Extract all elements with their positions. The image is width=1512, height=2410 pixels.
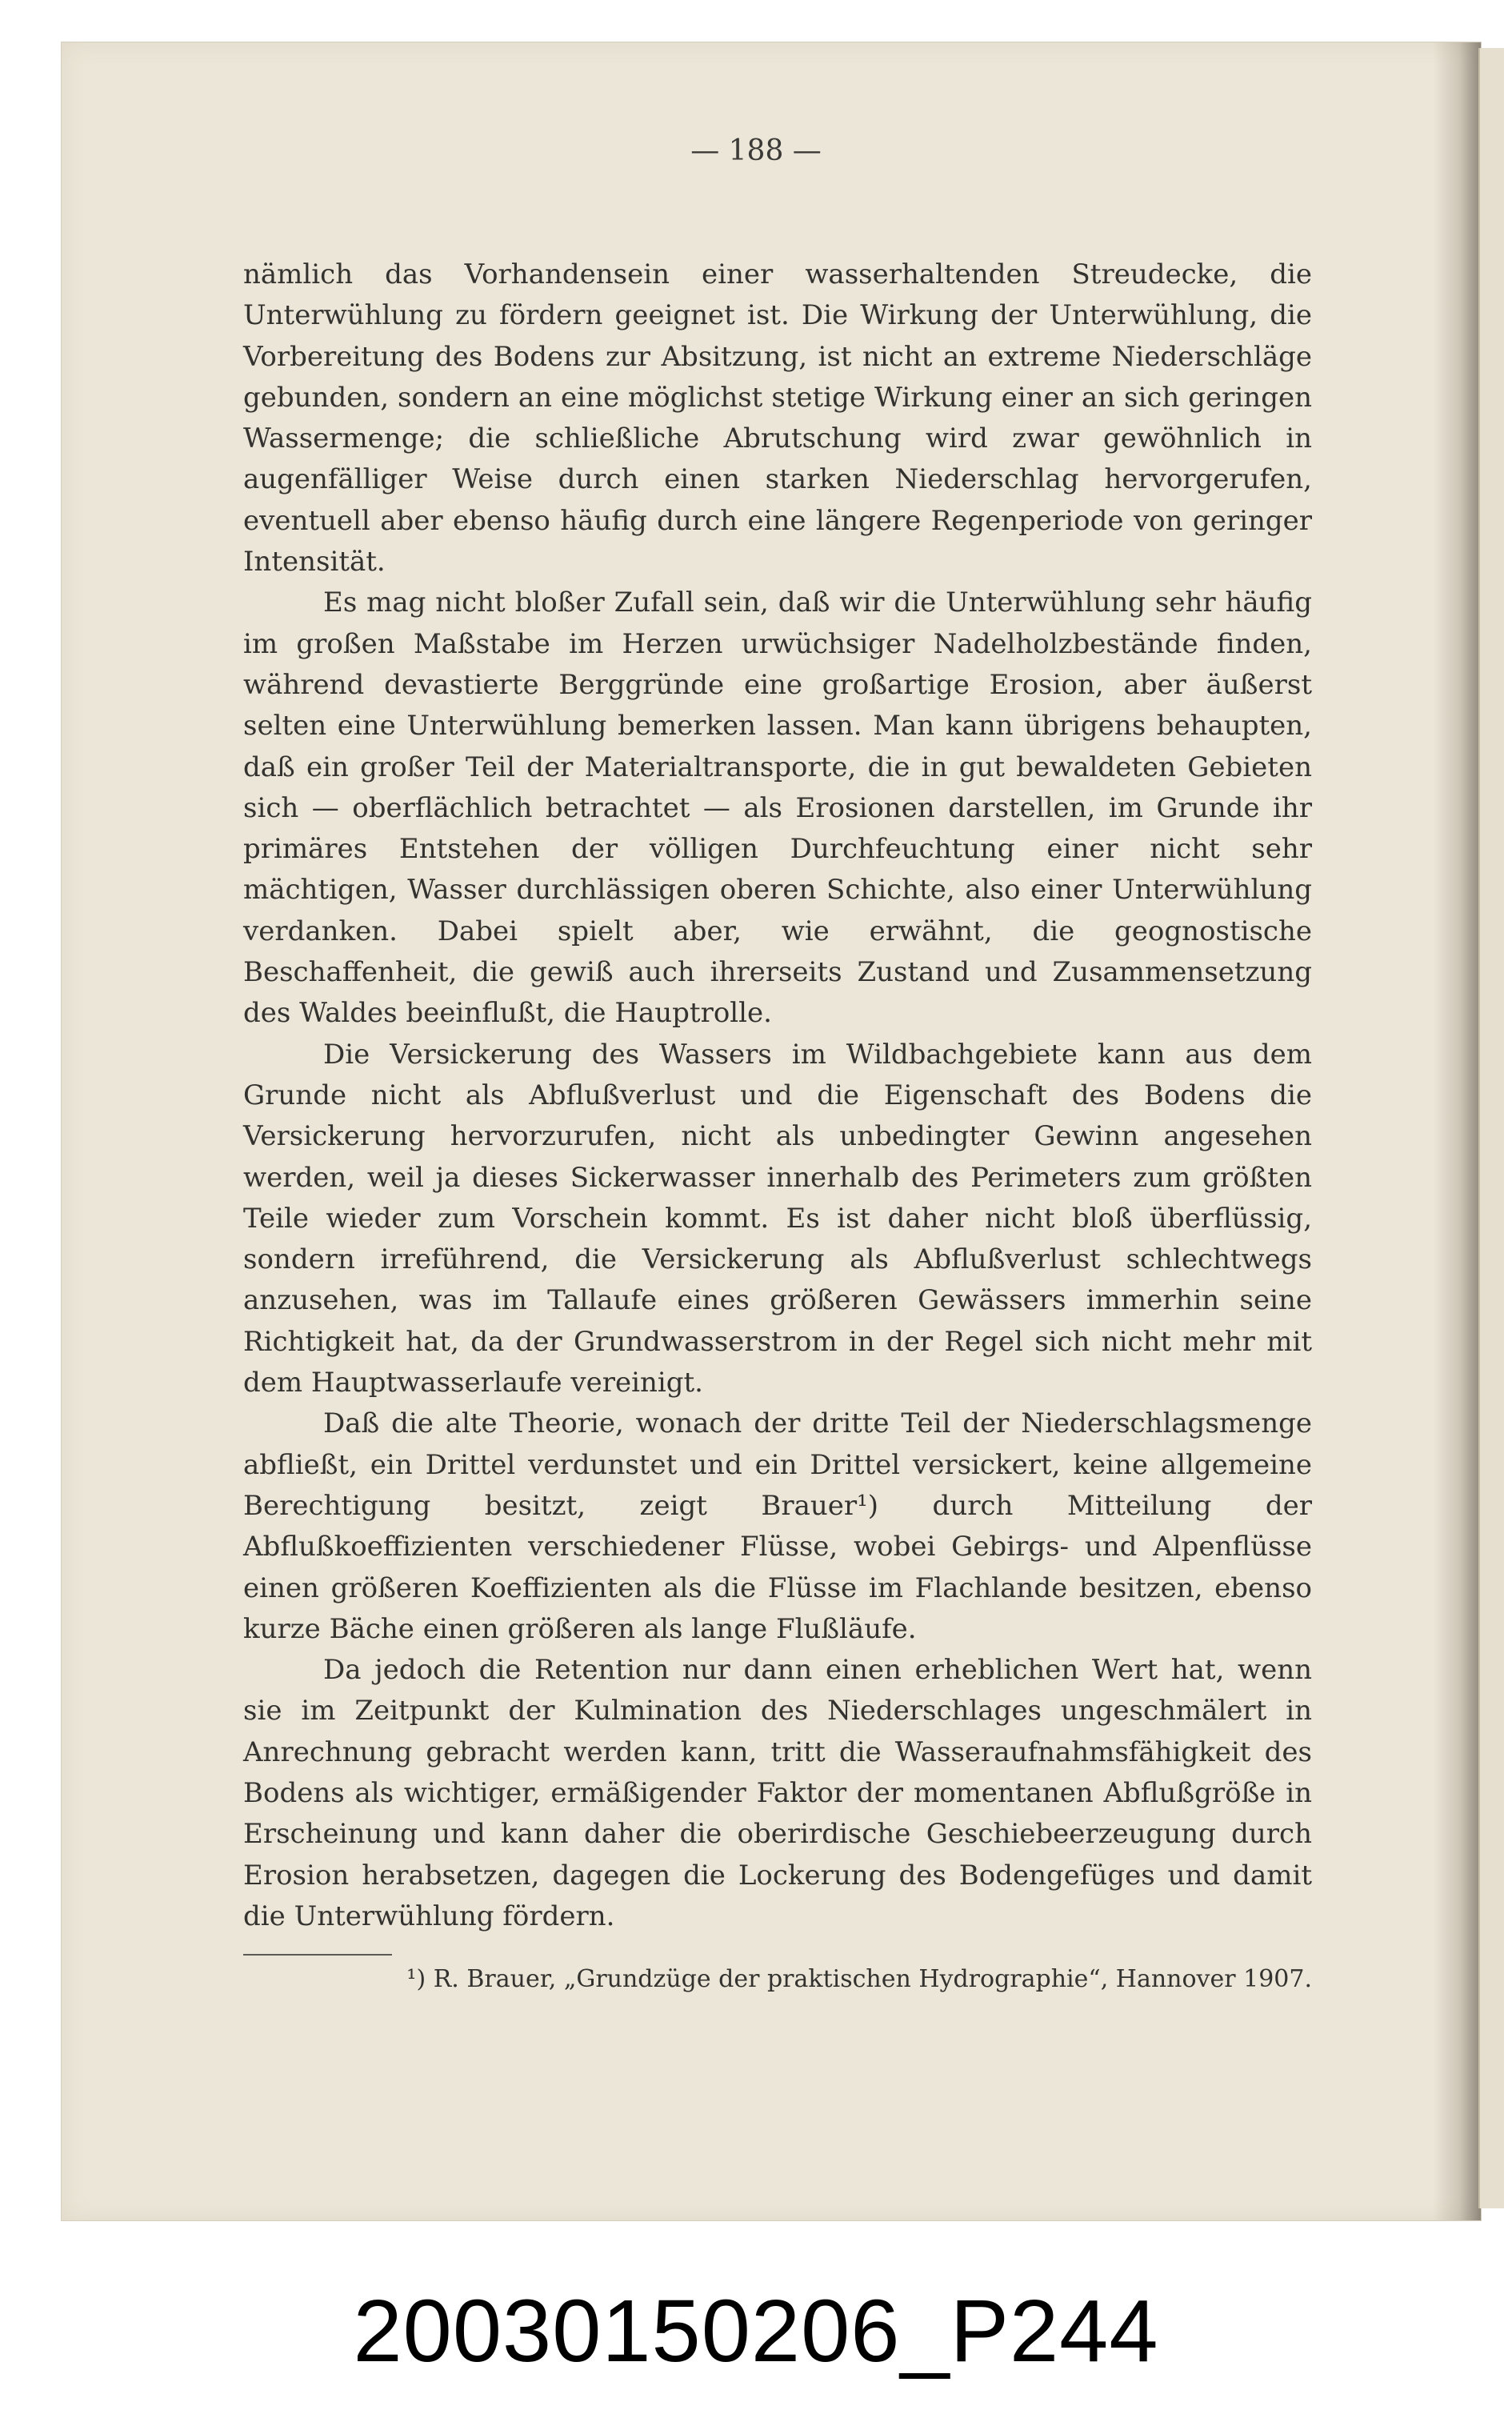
- paragraph-1: nämlich das Vorhandensein einer wasserhaltenden Streudecke, die Unterwühlung zu fördern geeignet ist. Die Wirkung der Unterwühlung, die Vorbereitung des Bodens zur Absitzung, ist nicht an extreme Niederschläge gebunden, sondern an eine möglichst stetige Wirkung einer an sich geringen Wassermenge; die schließliche Abrutschung wird zwar gewöhnlich in augenfälliger Weise durch einen starken Niederschlag hervorgerufen, eventuell aber ebenso häufig durch eine längere Regenperiode von geringer Intensität.: [243, 258, 1312, 578]
- footnote: ¹) R. Brauer, „Grundzüge der praktischen Hydrographie“, Hannover 1907.: [406, 1965, 1312, 1993]
- paragraph-2: Es mag nicht bloßer Zufall sein, daß wir die Unterwühlung sehr häufig im großen Maßstabe im Herzen urwüchsiger Nadelholzbestände finden, während devastierte Berggründe eine großartige Erosion, aber äußerst selten eine Unterwühlung bemerken lassen. Man kann übrigens behaupten, daß ein großer Teil der Materialtransporte, die in gut bewaldeten Gebieten sich — oberflächlich betrachtet — als Erosionen darstellen, im Grunde ihr primäres Entstehen der völligen Durchfeuchtung einer nicht sehr mächtigen, Wasser durchlässigen oberen Schichte, also einer Unterwühlung verdanken. Dabei spielt aber, wie erwähnt, die geognostische Beschaffenheit, die gewiß auch ihrerseits Zustand und Zusammensetzung des Waldes beeinflußt, die Hauptrolle.: [243, 586, 1312, 1030]
- paragraph-5: Da jedoch die Retention nur dann einen erheblichen Wert hat, wenn sie im Zeitpunkt der Kulmination des Niederschlages ungeschmälert in Anrechnung gebracht werden kann, tritt die Wasseraufnahmsfähigkeit des Bodens als wichtiger, ermäßigender Faktor der momentanen Abflußgröße in Erscheinung und kann daher die oberirdische Geschiebeerzeugung durch Erosion herabsetzen, dagegen die Lockerung des Bodengefüges und damit die Unterwühlung fördern.: [243, 1654, 1312, 1932]
- catalog-id: 20030150206_P244: [353, 2282, 1159, 2380]
- adjacent-page-edge: [1478, 48, 1504, 2208]
- page-number: — 188 —: [690, 134, 822, 167]
- spine-shadow: [1433, 42, 1481, 2220]
- paragraph-3: Die Versickerung des Wassers im Wildbachgebiete kann aus dem Grunde nicht als Abflußverlust und die Eigenschaft des Bodens die Versickerung hervorzurufen, nicht als unbedingter Gewinn angesehen werden, weil ja dieses Sickerwasser innerhalb des Perimeters zum größten Teile wieder zum Vorschein kommt. Es ist daher nicht bloß überflüssig, sondern irreführend, die Versickerung als Abflußverlust schlechtwegs anzusehen, was im Tallaufe eines größeren Gewässers immerhin seine Richtigkeit hat, da der Grundwasserstrom in der Regel sich nicht mehr mit dem Hauptwasserlaufe vereinigt.: [243, 1038, 1312, 1399]
- paragraph-4: Daß die alte Theorie, wonach der dritte Teil der Niederschlagsmenge abfließt, ein Drittel verdunstet und ein Drittel versickert, keine allgemeine Berechtigung besitzt, zeigt Brauer¹) durch Mitteilung der Abflußkoeffizienten verschiedener Flüsse, wobei Gebirgs- und Alpenflüsse einen größeren Koeffizienten als die Flüsse im Flachlande besitzen, ebenso kurze Bäche einen größeren als lange Flußläufe.: [243, 1407, 1312, 1645]
- body-text: [243, 254, 1312, 1937]
- footnote-divider: [243, 1954, 392, 1956]
